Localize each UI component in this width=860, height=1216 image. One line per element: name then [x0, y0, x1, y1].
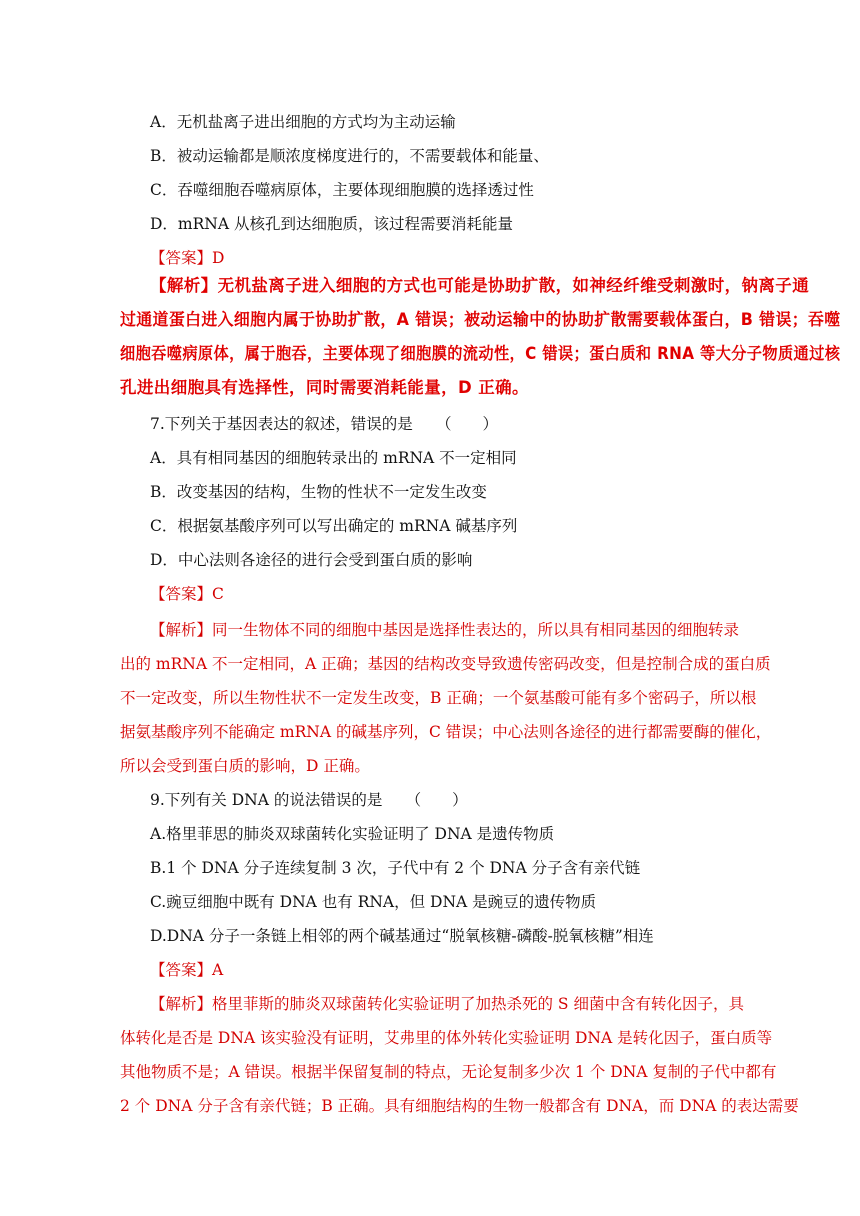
- q9-answer: 【答案】A: [150, 961, 224, 979]
- q9-option-b: B.1 个 DNA 分子连续复制 3 次，子代中有 2 个 DNA 分子含有亲代链: [150, 859, 641, 877]
- q6-explanation-line: 【解析】无机盐离子进入细胞的方式也可能是协助扩散，如神经纤维受刺激时，钠离子通: [150, 276, 810, 295]
- q9-stem: 9.下列有关 DNA 的说法错误的是 （ ）: [150, 791, 468, 809]
- q7-stem: 7.下列关于基因表达的叙述，错误的是 （ ）: [150, 415, 499, 433]
- q6-answer: 【答案】D: [150, 249, 225, 267]
- q7-option-b: B．改变基因的结构，生物的性状不一定发生改变: [150, 483, 487, 501]
- q7-option-a: A．具有相同基因的细胞转录出的 mRNA 不一定相同: [150, 449, 517, 467]
- q6-option-b: B．被动运输都是顺浓度梯度进行的，不需要载体和能量、: [150, 147, 549, 165]
- q9-option-a: A.格里菲思的肺炎双球菌转化实验证明了 DNA 是遗传物质: [150, 825, 555, 843]
- q9-explanation-line: 2 个 DNA 分子含有亲代链；B 正确。具有细胞结构的生物一般都含有 DNA，而 DNA 的表达需要: [120, 1097, 799, 1115]
- q9-explanation-line: 其他物质不是；A 错误。根据半保留复制的特点，无论复制多少次 1 个 DNA 复制的子代中都有: [120, 1063, 777, 1081]
- q6-explanation-line: 细胞吞噬病原体，属于胞吞，主要体现了细胞膜的流动性，C 错误；蛋白质和 RNA 等大分子物质通过核: [120, 344, 841, 363]
- q9-explanation-line: 【解析】格里菲斯的肺炎双球菌转化实验证明了加热杀死的 S 细菌中含有转化因子，具: [150, 995, 744, 1013]
- q6-option-a: A．无机盐离子进出细胞的方式均为主动运输: [150, 113, 456, 131]
- q7-answer: 【答案】C: [150, 585, 224, 603]
- q6-option-d: D．mRNA 从核孔到达细胞质，该过程需要消耗能量: [150, 215, 513, 233]
- q9-option-c: C.豌豆细胞中既有 DNA 也有 RNA，但 DNA 是豌豆的遗传物质: [150, 893, 597, 911]
- q7-explanation-line: 据氨基酸序列不能确定 mRNA 的碱基序列，C 错误；中心法则各途径的进行都需要酶的催化，: [120, 723, 772, 741]
- q7-option-c: C．根据氨基酸序列可以写出确定的 mRNA 碱基序列: [150, 517, 518, 535]
- q7-explanation-line: 【解析】同一生物体不同的细胞中基因是选择性表达的，所以具有相同基因的细胞转录: [150, 621, 740, 639]
- q7-option-d: D．中心法则各途径的进行会受到蛋白质的影响: [150, 551, 473, 569]
- q7-explanation-line: 不一定改变，所以生物性状不一定发生改变，B 正确；一个氨基酸可能有多个密码子，所以根: [120, 689, 757, 707]
- q6-explanation-line: 孔进出细胞具有选择性，同时需要消耗能量，D 正确。: [120, 378, 529, 397]
- q9-explanation-line: 体转化是否是 DNA 该实验没有证明，艾弗里的体外转化实验证明 DNA 是转化因子，蛋白质等: [120, 1029, 773, 1047]
- q6-option-c: C．吞噬细胞吞噬病原体，主要体现细胞膜的选择透过性: [150, 181, 534, 199]
- q6-explanation-line: 过通道蛋白进入细胞内属于协助扩散，A 错误；被动运输中的协助扩散需要载体蛋白，B 错误；吞噬: [120, 310, 841, 329]
- q9-option-d: D.DNA 分子一条链上相邻的两个碱基通过“脱氧核糖-磷酸-脱氧核糖”相连: [150, 927, 654, 945]
- q7-explanation-line: 所以会受到蛋白质的影响，D 正确。: [120, 757, 370, 775]
- q7-explanation-line: 出的 mRNA 不一定相同，A 正确；基因的结构改变导致遗传密码改变，但是控制合成的蛋白质: [120, 655, 771, 673]
